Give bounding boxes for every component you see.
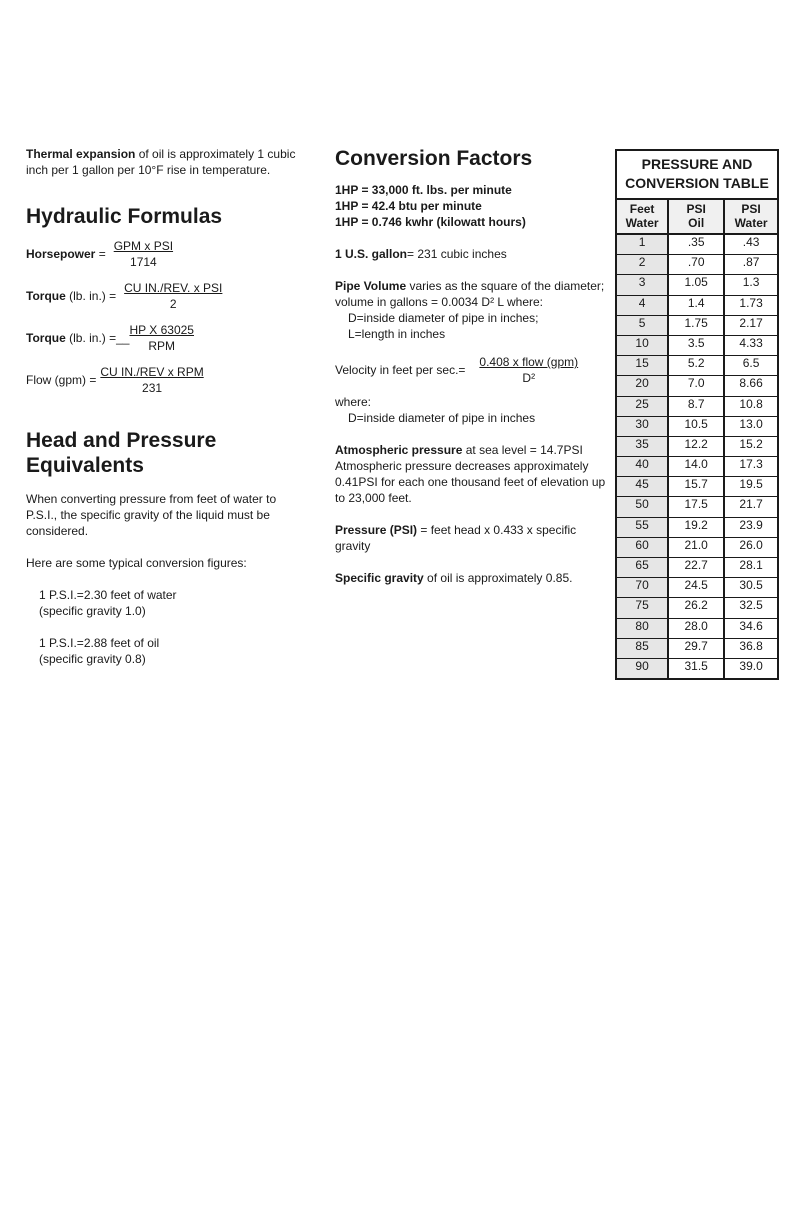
cell-psi-water: 2.17 bbox=[724, 315, 777, 335]
table-row bbox=[617, 356, 777, 376]
table-title bbox=[617, 151, 777, 200]
cell-psi-oil: 3.5 bbox=[668, 335, 724, 355]
pipe-d-definition: D=inside diameter of pipe in inches; bbox=[348, 311, 539, 325]
hp-factor-line: 1HP = 0.746 kwhr (kilowatt hours) bbox=[335, 215, 526, 229]
cell-psi-water: 15.2 bbox=[724, 436, 777, 456]
cell-psi-water: 23.9 bbox=[724, 517, 777, 537]
pipe-l-definition: L=length in inches bbox=[348, 327, 446, 341]
figure-line: (specific gravity 1.0) bbox=[39, 604, 146, 618]
cell-feet-water: 35 bbox=[617, 436, 668, 456]
conversion-figure-water bbox=[26, 587, 306, 619]
velocity-label: Velocity in feet per sec.= bbox=[335, 363, 466, 377]
formula-numerator: CU IN./REV x RPM bbox=[100, 365, 204, 379]
conversion-factors-heading: Conversion Factors bbox=[335, 147, 533, 170]
atmospheric-pressure-term: Atmospheric pressure bbox=[335, 443, 463, 457]
formula-denominator: 2 bbox=[169, 297, 177, 311]
table-row bbox=[617, 578, 777, 598]
cell-psi-oil: 21.0 bbox=[668, 537, 724, 557]
cell-psi-oil: .70 bbox=[668, 255, 724, 275]
cell-psi-water: 21.7 bbox=[724, 497, 777, 517]
table-header-row bbox=[617, 200, 777, 234]
cell-psi-oil: 15.7 bbox=[668, 477, 724, 497]
head-pressure-heading-line-2: Equivalents bbox=[26, 454, 144, 477]
cell-psi-oil: 10.5 bbox=[668, 416, 724, 436]
cell-feet-water: 45 bbox=[617, 477, 668, 497]
formula-label: Horsepower bbox=[26, 247, 96, 261]
cell-feet-water: 80 bbox=[617, 618, 668, 638]
horsepower-formula bbox=[26, 238, 306, 270]
figure-line: 1 P.S.I.=2.30 feet of water bbox=[39, 588, 177, 602]
cell-feet-water: 70 bbox=[617, 578, 668, 598]
cell-psi-oil: 31.5 bbox=[668, 658, 724, 678]
table-row bbox=[617, 658, 777, 678]
header-line: Feet bbox=[629, 202, 655, 216]
cell-psi-oil: 8.7 bbox=[668, 396, 724, 416]
formula-label-rest: (lb. in.) = bbox=[65, 289, 117, 303]
atmospheric-pressure-text: at sea level = 14.7PSI Atmospheric pressure decreases approximately 0.41PSI for each one thousand feet of elevation up to 23,000 feet. bbox=[335, 443, 606, 505]
cell-psi-water: 39.0 bbox=[739, 658, 763, 673]
table-row bbox=[617, 335, 777, 355]
figure-line: 1 P.S.I.=2.88 feet of oil bbox=[39, 636, 160, 650]
cell-psi-oil: 12.2 bbox=[668, 436, 724, 456]
pressure-conversion-table bbox=[615, 149, 779, 680]
cell-psi-oil: 26.2 bbox=[668, 598, 724, 618]
cell-feet-water: 85 bbox=[617, 638, 668, 658]
hp-factor-line: 1HP = 33,000 ft. lbs. per minute bbox=[335, 183, 512, 197]
table-row bbox=[617, 477, 777, 497]
cell-feet-water: 20 bbox=[617, 376, 668, 396]
pressure-psi-text: = feet head x 0.433 x specific gravity bbox=[335, 523, 577, 553]
cell-feet-water: 1 bbox=[617, 234, 668, 255]
cell-psi-water: 1.73 bbox=[724, 295, 777, 315]
cell-feet-water: 75 bbox=[617, 598, 668, 618]
cell-psi-oil: 22.7 bbox=[668, 558, 724, 578]
typical-figures-text: Here are some typical conversion figures: bbox=[26, 556, 247, 570]
formula-label-rest: Flow (gpm) = bbox=[26, 373, 97, 387]
pipe-volume-text: varies as the square of the diameter; volume in gallons = 0.0034 D² L where: bbox=[335, 279, 605, 309]
left-column bbox=[26, 146, 306, 667]
cell-psi-water: 8.66 bbox=[724, 376, 777, 396]
converting-paragraph: When converting pressure from feet of water to P.S.I., the specific gravity of the liquid must be considered. bbox=[26, 492, 277, 538]
cell-psi-oil: 5.2 bbox=[668, 356, 724, 376]
cell-feet-water: 10 bbox=[617, 335, 668, 355]
thermal-expansion-paragraph bbox=[26, 146, 306, 178]
gallon-paragraph bbox=[335, 246, 607, 262]
cell-feet-water: 15 bbox=[617, 356, 668, 376]
velocity-d-definition: D=inside diameter of pipe in inches bbox=[348, 411, 536, 425]
table-row bbox=[617, 275, 777, 295]
header-feet-water bbox=[617, 200, 668, 234]
thermal-expansion-term: Thermal expansion bbox=[26, 147, 136, 161]
cell-psi-water: 6.5 bbox=[724, 356, 777, 376]
cell-psi-water: 36.8 bbox=[724, 638, 777, 658]
specific-gravity-paragraph bbox=[335, 570, 607, 586]
table-row bbox=[617, 457, 777, 477]
header-line: PSI bbox=[741, 202, 761, 216]
cell-feet-water: 40 bbox=[617, 457, 668, 477]
cell-psi-water: 1.3 bbox=[724, 275, 777, 295]
formula-numerator: HP X 63025 bbox=[129, 323, 194, 337]
cell-psi-oil: 7.0 bbox=[668, 376, 724, 396]
table-title-line-2: CONVERSION TABLE bbox=[625, 175, 769, 191]
header-line: Water bbox=[625, 216, 659, 230]
atmospheric-pressure-paragraph bbox=[335, 442, 607, 506]
cell-psi-water: .43 bbox=[724, 234, 777, 255]
table-row bbox=[617, 234, 777, 255]
gallon-term: 1 U.S. gallon bbox=[335, 247, 408, 261]
header-psi-oil bbox=[668, 200, 724, 234]
thermal-expansion-text: of oil is approximately 1 cubic inch per 1 gallon per 10°F rise in temperature. bbox=[26, 147, 296, 177]
cell-psi-water: 32.5 bbox=[724, 598, 777, 618]
header-line: Water bbox=[734, 216, 768, 230]
cell-psi-water: 13.0 bbox=[724, 416, 777, 436]
cell-psi-oil: 28.0 bbox=[668, 618, 724, 638]
specific-gravity-term: Specific gravity bbox=[335, 571, 424, 585]
gallon-text: = 231 cubic inches bbox=[407, 247, 507, 261]
table-row bbox=[617, 255, 777, 275]
cell-feet-water: 4 bbox=[617, 295, 668, 315]
table-row bbox=[617, 638, 777, 658]
header-psi-water bbox=[724, 200, 777, 234]
header-line: Oil bbox=[688, 216, 705, 230]
cell-feet-water: 90 bbox=[617, 658, 668, 678]
figure-line: (specific gravity 0.8) bbox=[39, 652, 146, 666]
header-line: PSI bbox=[686, 202, 706, 216]
torque-formula-2 bbox=[26, 322, 306, 354]
cell-psi-oil: 1.75 bbox=[668, 315, 724, 335]
formula-denominator: 231 bbox=[142, 381, 163, 395]
table-row bbox=[617, 537, 777, 557]
pipe-volume-term: Pipe Volume bbox=[335, 279, 407, 293]
formula-numerator: CU IN./REV. x PSI bbox=[124, 281, 223, 295]
cell-feet-water: 50 bbox=[617, 497, 668, 517]
cell-psi-water: 34.6 bbox=[724, 618, 777, 638]
cell-feet-water: 3 bbox=[617, 275, 668, 295]
table-title-line-1: PRESSURE AND bbox=[641, 156, 753, 172]
table-row bbox=[617, 436, 777, 456]
cell-psi-oil: .35 bbox=[668, 234, 724, 255]
table-row bbox=[617, 376, 777, 396]
formula-label: Torque bbox=[26, 331, 66, 345]
cell-psi-water: 19.5 bbox=[724, 477, 777, 497]
cell-psi-water: 10.8 bbox=[724, 396, 777, 416]
cell-psi-oil: 1.05 bbox=[668, 275, 724, 295]
table-row bbox=[617, 416, 777, 436]
where-label: where: bbox=[335, 395, 372, 409]
cell-feet-water: 60 bbox=[617, 537, 668, 557]
cell-psi-oil: 17.5 bbox=[668, 497, 724, 517]
table-body bbox=[617, 234, 777, 678]
table-row bbox=[617, 517, 777, 537]
cell-psi-water: 17.3 bbox=[724, 457, 777, 477]
table-row bbox=[617, 558, 777, 578]
pressure-psi-paragraph bbox=[335, 522, 607, 554]
specific-gravity-text: of oil is approximately 0.85. bbox=[423, 571, 573, 585]
cell-psi-water: 4.33 bbox=[724, 335, 777, 355]
flow-formula bbox=[26, 364, 306, 396]
conversion-table bbox=[617, 200, 777, 678]
table-row bbox=[617, 295, 777, 315]
cell-psi-oil: 1.4 bbox=[668, 295, 724, 315]
velocity-formula bbox=[335, 354, 607, 386]
conversion-figure-oil bbox=[26, 635, 306, 667]
table-row bbox=[617, 618, 777, 638]
pipe-volume-paragraph bbox=[335, 278, 607, 310]
cell-feet-water: 55 bbox=[617, 517, 668, 537]
table-row bbox=[617, 396, 777, 416]
cell-psi-oil: 14.0 bbox=[668, 457, 724, 477]
formula-label: Torque bbox=[26, 289, 66, 303]
velocity-denominator: D² bbox=[522, 371, 536, 385]
middle-column bbox=[335, 146, 607, 586]
formula-denominator: RPM bbox=[148, 339, 176, 353]
formula-denominator: 1714 bbox=[130, 255, 157, 269]
cell-psi-water: 28.1 bbox=[724, 558, 777, 578]
right-column bbox=[615, 149, 779, 680]
hydraulic-formulas-heading: Hydraulic Formulas bbox=[26, 205, 223, 228]
cell-psi-water: 26.0 bbox=[724, 537, 777, 557]
cell-feet-water: 25 bbox=[617, 396, 668, 416]
pressure-psi-term: Pressure (PSI) bbox=[335, 523, 418, 537]
formula-label-rest: = bbox=[95, 247, 106, 261]
cell-psi-water: 30.5 bbox=[724, 578, 777, 598]
formula-label-rest: (lb. in.) =__ bbox=[65, 331, 130, 345]
cell-feet-water: 5 bbox=[617, 315, 668, 335]
head-pressure-heading-line-1: Head and Pressure bbox=[26, 429, 217, 452]
cell-psi-oil: 29.7 bbox=[668, 638, 724, 658]
cell-feet-water: 2 bbox=[617, 255, 668, 275]
cell-psi-oil: 24.5 bbox=[668, 578, 724, 598]
cell-psi-water: .87 bbox=[724, 255, 777, 275]
horsepower-factors bbox=[335, 182, 607, 230]
table-row bbox=[617, 497, 777, 517]
hp-factor-line: 1HP = 42.4 btu per minute bbox=[335, 199, 482, 213]
cell-feet-water: 30 bbox=[617, 416, 668, 436]
table-row bbox=[617, 315, 777, 335]
table-row bbox=[617, 598, 777, 618]
head-pressure-heading bbox=[26, 428, 306, 478]
velocity-numerator: 0.408 x flow (gpm) bbox=[479, 355, 579, 369]
formula-numerator: GPM x PSI bbox=[113, 239, 174, 253]
torque-formula-1 bbox=[26, 280, 306, 312]
cell-psi-oil: 19.2 bbox=[668, 517, 724, 537]
cell-feet-water: 65 bbox=[617, 558, 668, 578]
